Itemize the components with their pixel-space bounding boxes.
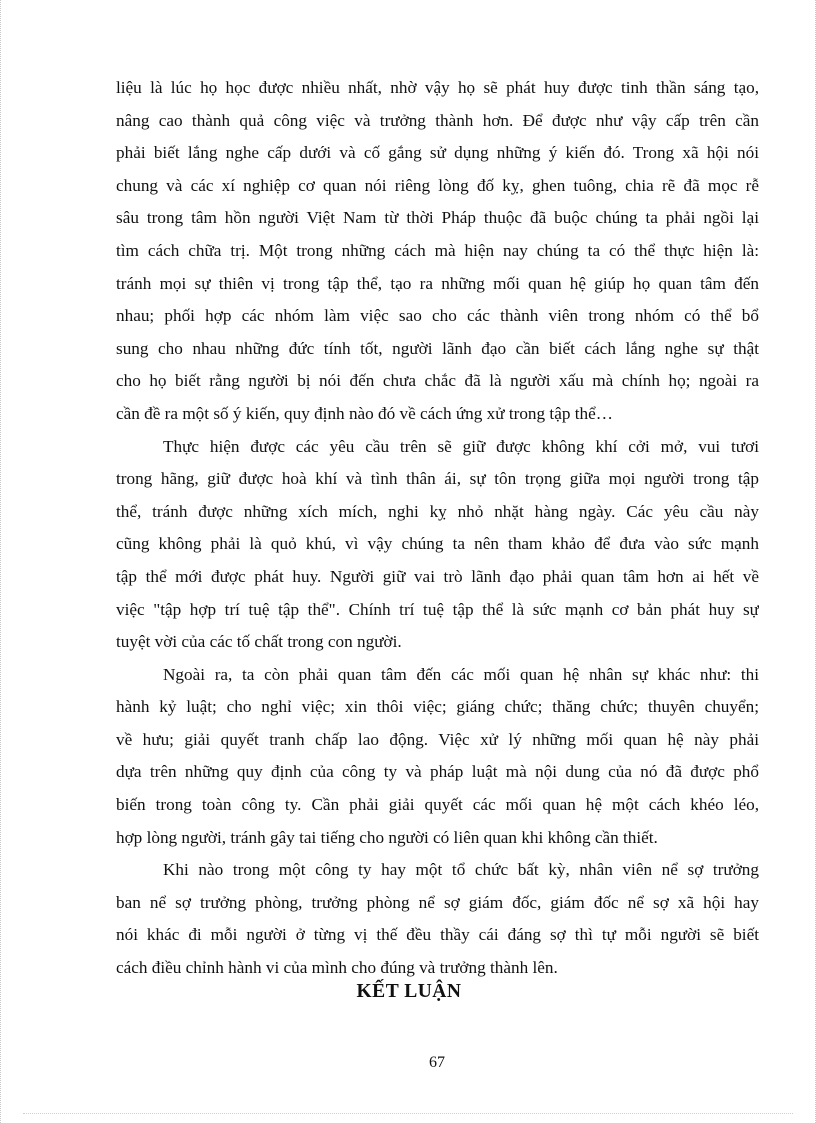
text-line: cho họ biết rằng người bị nói đến chưa chắc đã là người xấu mà chính họ; ngoài ra [116, 371, 759, 391]
text-line: cách điều chỉnh hành vi của mình cho đúng và trưởng thành lên. [116, 958, 558, 978]
page-number: 67 [429, 1054, 445, 1071]
text-line: cũng không phải là quỏ khú, vì vậy chúng ta nên tham khảo để đưa vào sức mạnh [116, 534, 759, 554]
text-line: Ngoài ra, ta còn phải quan tâm đến các mối quan hệ nhân sự khác như: thi [163, 664, 759, 684]
body-text [116, 72, 759, 985]
text-line: tuyệt vời của các tố chất trong con người. [116, 632, 402, 652]
section-heading: KẾT LUẬN [356, 981, 462, 1002]
text-line: hợp lòng người, tránh gây tai tiếng cho người có liên quan khi không cần thiết. [116, 827, 658, 847]
text-line: ban nể sợ trưởng phòng, trưởng phòng nể sợ giám đốc, giám đốc nể sợ xã hội hay [116, 892, 759, 912]
page-bottom-divider [23, 1113, 793, 1114]
text-line: biến trong toàn công ty. Cần phải giải quyết các mối quan hệ một cách khéo léo, [116, 795, 759, 815]
text-line: tìm cách chữa trị. Một trong những cách mà hiện nay chúng ta có thể thực hiện là: [116, 240, 759, 260]
text-line: thể, tránh được những xích mích, nghi kỵ nhỏ nhặt hàng ngày. Các yêu cầu này [116, 501, 759, 521]
text-line: Thực hiện được các yêu cầu trên sẽ giữ được không khí cởi mở, vui tươi [163, 436, 759, 456]
text-line: dựa trên những quy định của công ty và pháp luật mà nội dung của nó đã được phổ [116, 762, 759, 782]
text-line: nói khác đi mỗi người ở từng vị thế đều thầy cái đáng sợ thì tự mỗi người sẽ biết [116, 925, 759, 945]
text-line: cần đề ra một số ý kiến, quy định nào đó về cách ứng xử trong tập thể… [116, 403, 613, 423]
text-line: tránh mọi sự thiên vị trong tập thể, tạo ra những mối quan hệ giúp họ quan tâm đến [116, 273, 759, 293]
text-line: nâng cao thành quả công việc và trưởng thành hơn. Để được như vậy cấp trên cần [116, 110, 759, 130]
text-line: hành kỷ luật; cho nghỉ việc; xin thôi việc; giáng chức; thăng chức; thuyên chuyển; [116, 697, 759, 717]
text-line: phải biết lắng nghe cấp dưới và cố gắng sử dụng những ý kiến đó. Trong xã hội nói [116, 143, 759, 163]
text-line: trong hãng, giữ được hoà khí và tình thân ái, sự tôn trọng giữa mọi người trong tập [116, 469, 759, 489]
text-line: chung và các xí nghiệp cơ quan nói riêng lòng đố kỵ, ghen tuông, chia rẽ đã mọc rễ [116, 175, 759, 195]
text-line: việc "tập hợp trí tuệ tập thể". Chính trí tuệ tập thể là sức mạnh cơ bản phát huy sự [116, 599, 759, 619]
text-line: tập thể mới được phát huy. Người giữ vai trò lãnh đạo phải quan tâm hơn ai hết về [116, 566, 759, 586]
text-line: về hưu; giải quyết tranh chấp lao động. Việc xử lý những mối quan hệ này phải [116, 729, 759, 749]
text-line: sung cho nhau những đức tính tốt, người lãnh đạo cần biết cách lắng nghe sự thật [116, 338, 759, 358]
text-line: liệu là lúc họ học được nhiều nhất, nhờ vậy họ sẽ phát huy được tinh thần sáng tạo, [116, 78, 759, 97]
text-line: Khi nào trong một công ty hay một tổ chức bất kỳ, nhân viên nể sợ trưởng [163, 860, 759, 880]
text-line: sâu trong tâm hồn người Việt Nam từ thời Pháp thuộc đã buộc chúng ta phải ngồi lại [116, 208, 759, 228]
text-line: nhau; phối hợp các nhóm làm việc sao cho các thành viên trong nhóm có thể bổ [116, 306, 759, 326]
